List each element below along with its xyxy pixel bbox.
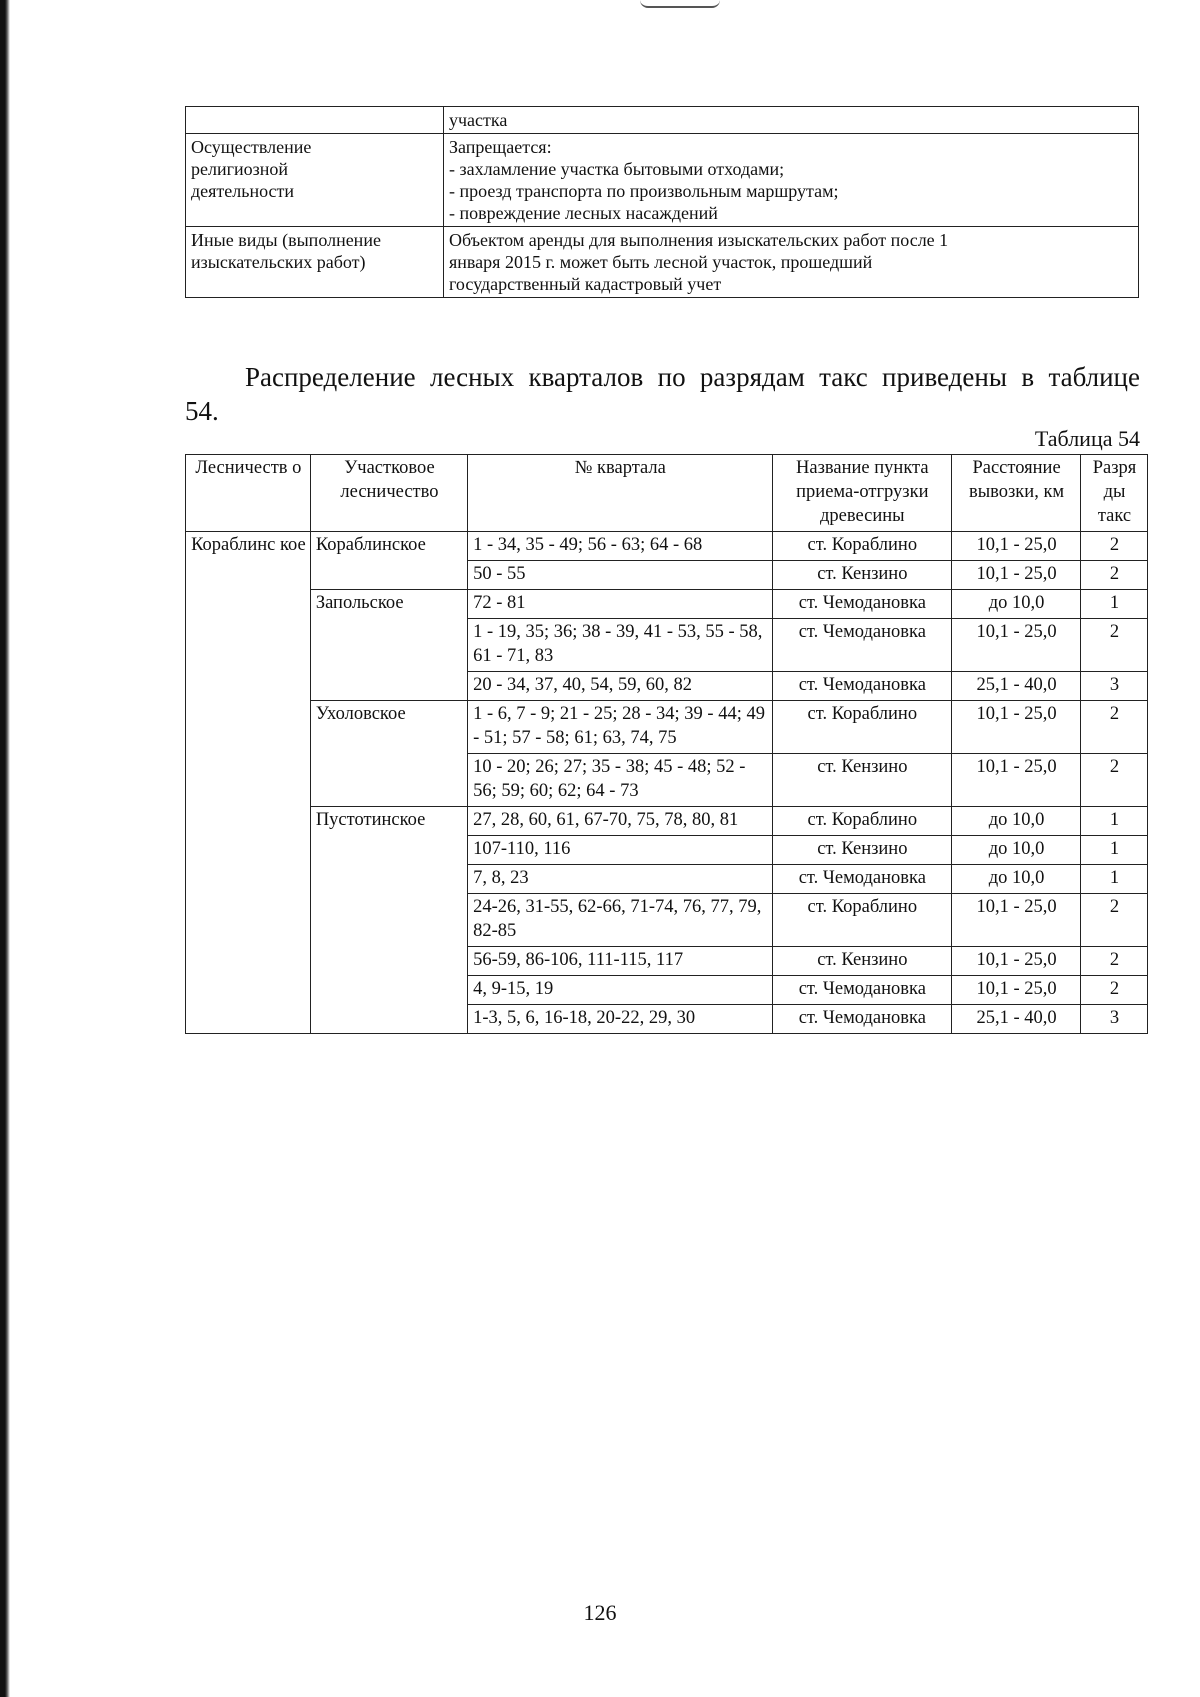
loading-point-cell: ст. Чемодановка <box>772 619 952 672</box>
distance-cell: 10,1 - 25,0 <box>952 894 1081 947</box>
local-forestry-cell: Запольское <box>310 590 467 701</box>
table-body <box>186 532 1148 1034</box>
distance-cell: до 10,0 <box>952 807 1081 836</box>
rate-category-cell: 1 <box>1081 836 1148 865</box>
page-top-mark <box>640 0 720 8</box>
local-forestry-cell: Пустотинское <box>310 807 467 1034</box>
table-caption: Таблица 54 <box>1034 426 1140 451</box>
rate-category-cell: 3 <box>1081 1005 1148 1034</box>
distance-cell: до 10,0 <box>952 836 1081 865</box>
rate-category-cell: 2 <box>1081 754 1148 807</box>
paragraph-line: 54. <box>185 396 219 426</box>
rate-category-cell: 2 <box>1081 947 1148 976</box>
rate-category-cell: 2 <box>1081 701 1148 754</box>
quarter-cell: 7, 8, 23 <box>468 865 772 894</box>
table-row <box>186 532 1148 561</box>
local-forestry-cell: Ухоловское <box>310 701 467 807</box>
loading-point-cell: ст. Чемодановка <box>772 1005 952 1034</box>
activity-line: изыскательских работ) <box>191 252 366 272</box>
distance-cell: 10,1 - 25,0 <box>952 947 1081 976</box>
loading-point-cell: ст. Чемодановка <box>772 865 952 894</box>
distance-cell: 25,1 - 40,0 <box>952 672 1081 701</box>
distance-cell: 25,1 - 40,0 <box>952 1005 1081 1034</box>
loading-point-cell: ст. Кораблино <box>772 807 952 836</box>
header-distance: Расстояние вывозки, км <box>952 455 1081 532</box>
header-rate-category: Разря ды такс <box>1081 455 1148 532</box>
rules-cell <box>444 227 1139 298</box>
quarter-cell: 56-59, 86-106, 111-115, 117 <box>468 947 772 976</box>
local-forestry-cell: Кораблинское <box>310 532 467 590</box>
forest-quarters-table <box>185 454 1148 1034</box>
table-row <box>186 227 1139 298</box>
header-loading-point: Название пункта приема-отгрузки древесины <box>772 455 952 532</box>
quarter-cell: 1-3, 5, 6, 16-18, 20-22, 29, 30 <box>468 1005 772 1034</box>
rule-line: государственный кадастровый учет <box>449 274 722 294</box>
table-row <box>186 807 1148 836</box>
distance-cell: до 10,0 <box>952 865 1081 894</box>
loading-point-cell: ст. Кораблино <box>772 894 952 947</box>
table-row <box>186 590 1148 619</box>
loading-point-cell: ст. Кораблино <box>772 701 952 754</box>
land-use-table <box>185 106 1139 298</box>
distance-cell: 10,1 - 25,0 <box>952 701 1081 754</box>
rate-category-cell: 1 <box>1081 807 1148 836</box>
activity-line: деятельности <box>191 181 295 201</box>
rate-category-cell: 2 <box>1081 894 1148 947</box>
header-quarter: № квартала <box>468 455 772 532</box>
rate-category-cell: 2 <box>1081 532 1148 561</box>
activity-cell <box>186 134 444 227</box>
loading-point-cell: ст. Чемодановка <box>772 976 952 1005</box>
forestry-cell: Кораблинс кое <box>186 532 311 1034</box>
rule-line: Объектом аренды для выполнения изыскательских работ после 1 <box>449 230 949 250</box>
quarter-cell: 1 - 6, 7 - 9; 21 - 25; 28 - 34; 39 - 44; 49 - 51; 57 - 58; 61; 63, 74, 75 <box>468 701 772 754</box>
quarter-cell: 24-26, 31-55, 62-66, 71-74, 76, 77, 79, 82-85 <box>468 894 772 947</box>
binding-edge <box>0 0 10 1697</box>
rule-line: - повреждение лесных насаждений <box>449 203 718 223</box>
distance-cell: до 10,0 <box>952 590 1081 619</box>
table-header-row <box>186 455 1148 532</box>
rules-cell <box>444 134 1139 227</box>
rate-category-cell: 2 <box>1081 619 1148 672</box>
table-row <box>186 107 1139 134</box>
distance-cell: 10,1 - 25,0 <box>952 619 1081 672</box>
header-forestry: Лесничеств о <box>186 455 311 532</box>
quarter-cell: 72 - 81 <box>468 590 772 619</box>
quarter-cell: 20 - 34, 37, 40, 54, 59, 60, 82 <box>468 672 772 701</box>
distance-cell: 10,1 - 25,0 <box>952 976 1081 1005</box>
quarter-cell: 1 - 34, 35 - 49; 56 - 63; 64 - 68 <box>468 532 772 561</box>
paragraph-line: Распределение лесных кварталов по разрядам такс приведены в таблице <box>245 362 1140 392</box>
quarter-cell: 27, 28, 60, 61, 67-70, 75, 78, 80, 81 <box>468 807 772 836</box>
quarter-cell: 1 - 19, 35; 36; 38 - 39, 41 - 53, 55 - 58, 61 - 71, 83 <box>468 619 772 672</box>
rule-line: января 2015 г. может быть лесной участок, прошедший <box>449 252 873 272</box>
activity-cell <box>186 227 444 298</box>
page-number: 126 <box>583 1600 617 1625</box>
distance-cell: 10,1 - 25,0 <box>952 754 1081 807</box>
loading-point-cell: ст. Кензино <box>772 754 952 807</box>
quarter-cell: 4, 9-15, 19 <box>468 976 772 1005</box>
rule-line: участка <box>449 110 508 130</box>
rule-line: Запрещается: <box>449 137 552 157</box>
activity-line: религиозной <box>191 159 288 179</box>
loading-point-cell: ст. Кензино <box>772 836 952 865</box>
body-paragraph <box>185 360 1140 428</box>
loading-point-cell: ст. Кензино <box>772 561 952 590</box>
rate-category-cell: 3 <box>1081 672 1148 701</box>
rate-category-cell: 2 <box>1081 561 1148 590</box>
rate-category-cell: 1 <box>1081 590 1148 619</box>
activity-line: Осуществление <box>191 137 312 157</box>
rule-line: - захламление участка бытовыми отходами; <box>449 159 785 179</box>
quarter-cell: 50 - 55 <box>468 561 772 590</box>
header-local-forestry: Участковое лесничество <box>310 455 467 532</box>
rule-line: - проезд транспорта по произвольным маршрутам; <box>449 181 839 201</box>
rate-category-cell: 1 <box>1081 865 1148 894</box>
activity-line: Иные виды (выполнение <box>191 230 381 250</box>
rules-cell <box>444 107 1139 134</box>
quarter-cell: 10 - 20; 26; 27; 35 - 38; 45 - 48; 52 - 56; 59; 60; 62; 64 - 73 <box>468 754 772 807</box>
rate-category-cell: 2 <box>1081 976 1148 1005</box>
table-row <box>186 134 1139 227</box>
quarter-cell: 107-110, 116 <box>468 836 772 865</box>
loading-point-cell: ст. Кораблино <box>772 532 952 561</box>
distance-cell: 10,1 - 25,0 <box>952 532 1081 561</box>
loading-point-cell: ст. Чемодановка <box>772 590 952 619</box>
loading-point-cell: ст. Чемодановка <box>772 672 952 701</box>
distance-cell: 10,1 - 25,0 <box>952 561 1081 590</box>
table-row <box>186 701 1148 754</box>
activity-cell <box>186 107 444 134</box>
loading-point-cell: ст. Кензино <box>772 947 952 976</box>
